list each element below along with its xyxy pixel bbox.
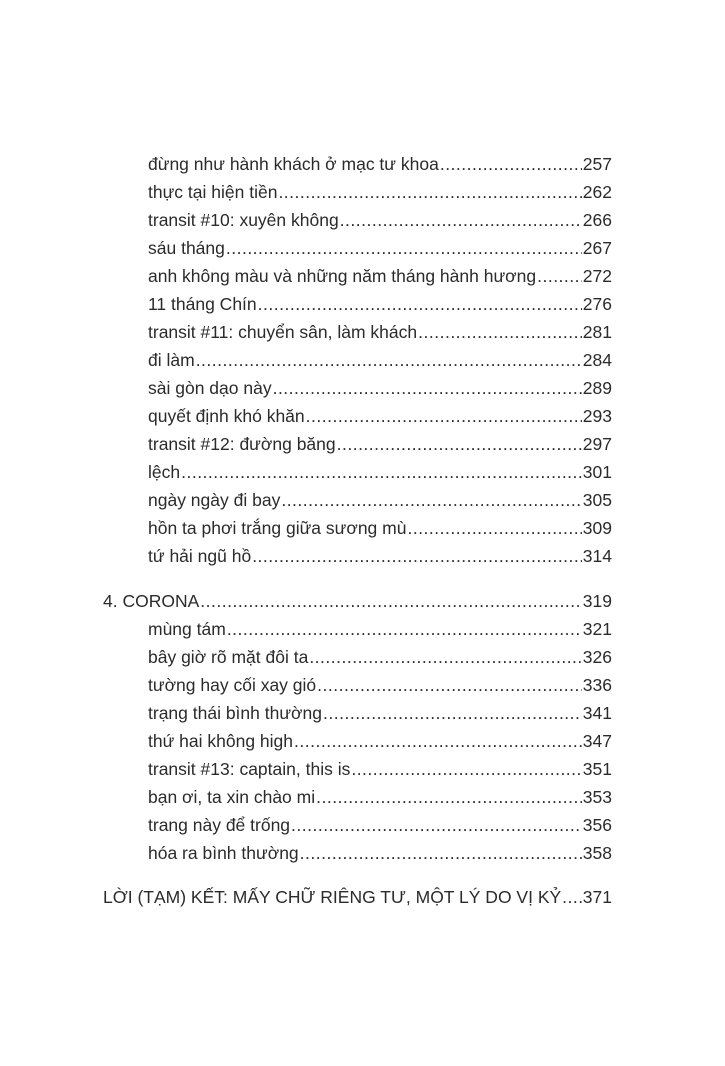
toc-entry: [148, 348, 612, 372]
toc-entry-page: 257: [582, 154, 612, 174]
dot-leader: [309, 645, 581, 669]
toc-entry-page: 351: [582, 759, 612, 779]
dot-leader: [252, 544, 582, 568]
toc-entry: [148, 645, 612, 669]
toc-chapter-title: 4. CORONA: [103, 591, 200, 611]
toc-entry-page: 326: [582, 647, 612, 667]
toc-chapter-page: 371: [582, 887, 612, 907]
toc-entry-page: 309: [582, 518, 612, 538]
dot-leader: [226, 236, 582, 260]
toc-entry-title: đừng như hành khách ở mạc tư khoa: [148, 154, 439, 174]
toc-entry-title: hồn ta phơi trắng giữa sương mù: [148, 518, 407, 538]
toc-entry-page: 305: [582, 490, 612, 510]
toc-entry: [148, 813, 612, 837]
toc-entry-title: 11 tháng Chín: [148, 294, 257, 314]
toc-entry-title: sáu tháng: [148, 238, 225, 258]
dot-leader: [323, 701, 582, 725]
dot-leader: [200, 589, 582, 613]
dot-leader: [562, 885, 582, 909]
dot-leader: [440, 152, 582, 176]
toc-entry-page: 336: [582, 675, 612, 695]
toc-entry-title: transit #13: captain, this is: [148, 759, 351, 779]
toc-entry-title: quyết định khó khăn: [148, 406, 305, 426]
dot-leader: [340, 208, 582, 232]
toc-entry: [148, 785, 612, 809]
toc-entry-title: trang này để trống: [148, 815, 291, 835]
toc-entry: [148, 617, 612, 641]
toc-entry-page: 301: [582, 462, 612, 482]
dot-leader: [294, 729, 582, 753]
dot-leader: [227, 617, 582, 641]
toc-entry-page: 289: [582, 378, 612, 398]
toc-entry: [148, 544, 612, 568]
toc-entry-title: thực tại hiện tiền: [148, 182, 278, 202]
toc-entry-page: 353: [582, 787, 612, 807]
toc-entry-title: mùng tám: [148, 619, 226, 639]
toc-chapter: [103, 885, 612, 909]
toc-entry-title: ngày ngày đi bay: [148, 490, 281, 510]
dot-leader: [291, 813, 582, 837]
dot-leader: [196, 348, 582, 372]
dot-leader: [300, 841, 582, 865]
dot-leader: [418, 320, 582, 344]
toc-entry: [148, 152, 612, 176]
toc-entry-title: tứ hải ngũ hồ: [148, 546, 252, 566]
toc-entry: [148, 292, 612, 316]
toc-entry: [148, 180, 612, 204]
toc-entry: [148, 264, 612, 288]
dot-leader: [407, 516, 581, 540]
toc-chapter-page: 319: [582, 591, 612, 611]
toc-entry: [148, 673, 612, 697]
toc-entry-title: transit #11: chuyển sân, làm khách: [148, 322, 418, 342]
toc-entry: [148, 432, 612, 456]
toc-entry-page: 314: [582, 546, 612, 566]
dot-leader: [537, 264, 582, 288]
toc-entry-title: transit #10: xuyên không: [148, 210, 339, 230]
dot-leader: [181, 460, 582, 484]
toc-entry: [148, 376, 612, 400]
dot-leader: [281, 488, 581, 512]
toc-entry-title: hóa ra bình thường: [148, 843, 299, 863]
toc-entry-page: 321: [582, 619, 612, 639]
toc-entry-page: 262: [582, 182, 612, 202]
toc-entry: [148, 208, 612, 232]
toc-entry-title: tường hay cối xay gió: [148, 675, 317, 695]
toc-entry-title: anh không màu và những năm tháng hành hương: [148, 266, 537, 286]
toc-entry-title: sài gòn dạo này: [148, 378, 272, 398]
toc-entry: [148, 841, 612, 865]
toc-entry-title: thứ hai không high: [148, 731, 294, 751]
toc-entry: [148, 460, 612, 484]
toc-entry: [148, 404, 612, 428]
toc-entry: [148, 757, 612, 781]
toc-entry-title: đi làm: [148, 350, 195, 370]
toc-entry: [148, 516, 612, 540]
toc-entry-page: 276: [582, 294, 612, 314]
toc-entry-page: 266: [582, 210, 612, 230]
dot-leader: [306, 404, 582, 428]
toc-entry-page: 358: [582, 843, 612, 863]
toc-entry-title: lệch: [148, 462, 181, 482]
toc-entry-title: transit #12: đường băng: [148, 434, 336, 454]
toc-entry-page: 293: [582, 406, 612, 426]
dot-leader: [351, 757, 581, 781]
toc-entry-page: 284: [582, 350, 612, 370]
toc-entry-page: 341: [582, 703, 612, 723]
toc-entry-page: 272: [582, 266, 612, 286]
toc-entry-title: bây giờ rõ mặt đôi ta: [148, 647, 309, 667]
toc-entry: [148, 320, 612, 344]
dot-leader: [317, 673, 582, 697]
toc-entry: [148, 701, 612, 725]
toc-entry-page: 281: [582, 322, 612, 342]
toc-entry-page: 297: [582, 434, 612, 454]
toc-entry-page: 356: [582, 815, 612, 835]
toc-chapter: [103, 589, 612, 613]
toc-entry-title: bạn ơi, ta xin chào mi: [148, 787, 316, 807]
toc-entry-page: 347: [582, 731, 612, 751]
toc-chapter-title: LỜI (TẠM) KẾT: MẤY CHỮ RIÊNG TƯ, MỘT LÝ DO VỊ KỶ: [103, 887, 562, 907]
dot-leader: [273, 376, 582, 400]
dot-leader: [258, 292, 582, 316]
toc-entry-page: 267: [582, 238, 612, 258]
toc-entry: [148, 236, 612, 260]
toc-entry: [148, 488, 612, 512]
toc-entry: [148, 729, 612, 753]
dot-leader: [278, 180, 581, 204]
toc-entry-title: trạng thái bình thường: [148, 703, 323, 723]
dot-leader: [316, 785, 582, 809]
dot-leader: [337, 432, 582, 456]
